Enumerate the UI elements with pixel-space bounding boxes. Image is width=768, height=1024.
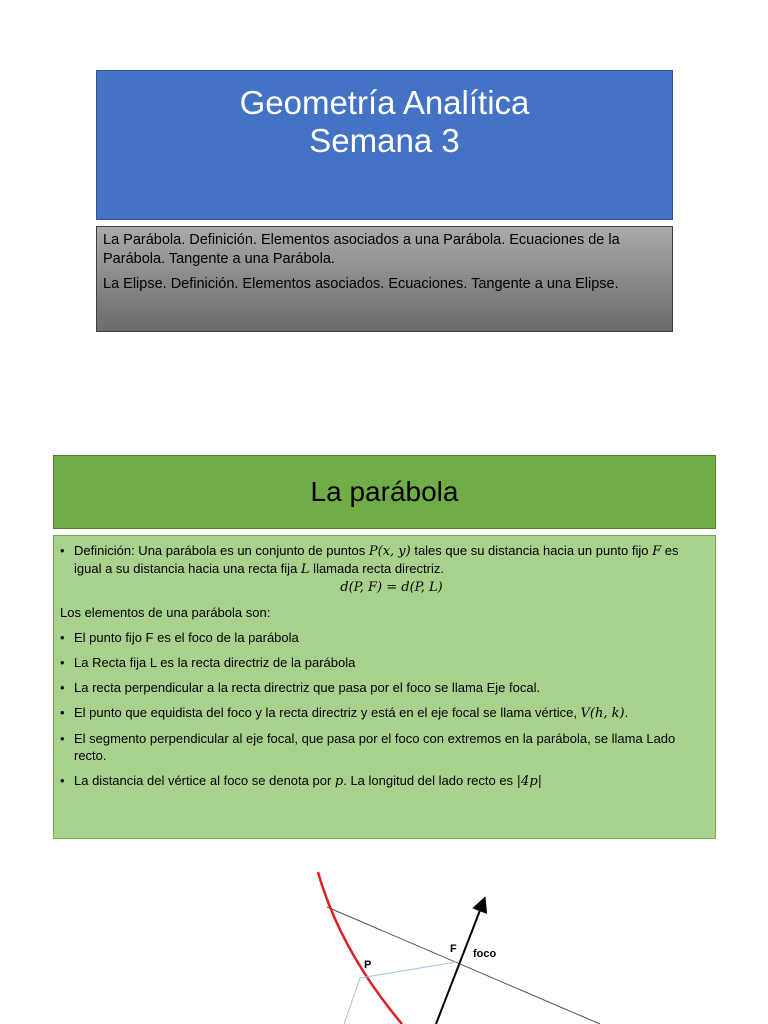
- point-to-focus-segment: [360, 962, 456, 978]
- definition-bullet: [60, 542, 709, 596]
- label-f: F: [450, 943, 457, 955]
- vertex-math: V(h, k): [580, 706, 625, 721]
- slide2-title: La parábola: [310, 476, 459, 507]
- def-text-3: es igual a su distancia hacia una recta fija: [74, 543, 679, 576]
- slide2-content-box: [53, 535, 716, 839]
- def-math-line: L: [300, 562, 310, 577]
- parabola-curve: [318, 872, 402, 1024]
- def-math-focus: F: [652, 544, 662, 559]
- bullet-distance: [60, 772, 709, 790]
- slide1-title-line2: Semana 3: [309, 122, 460, 159]
- point-to-directrix-segment: [344, 978, 360, 1024]
- definition-formula: d(P, F) = d(P, L): [340, 580, 443, 595]
- bullet-focal-axis: • La recta perpendicular a la recta directriz que pasa por el foco se llama Eje focal.: [60, 679, 709, 696]
- distance-math-p: p: [334, 774, 344, 789]
- def-math-point: P(x, y): [368, 544, 411, 559]
- slide1-description-box: [96, 226, 673, 332]
- slide1-desc-paragraph-1: La Parábola. Definición. Elementos asociados a una Parábola. Ecuaciones de la Parábola. Tangente a una Parábola.: [103, 232, 620, 267]
- slide2-title-box: [53, 455, 716, 529]
- distance-text-1: La distancia del vértice al foco se denota por: [74, 773, 335, 788]
- distance-text-2: . La longitud del lado recto es: [343, 773, 517, 788]
- vertex-end: .: [624, 705, 629, 720]
- label-foco: foco: [473, 948, 497, 960]
- slide1-desc-paragraph-2: La Elipse. Definición. Elementos asociados. Ecuaciones. Tangente a una Elipse.: [103, 276, 619, 292]
- def-text-2: tales que su distancia hacia un punto fijo: [410, 543, 653, 558]
- def-text-1: Definición: Una parábola es un conjunto de puntos: [74, 543, 369, 558]
- bullet-focus: • El punto fijo F es el foco de la parábola: [60, 629, 709, 646]
- slide1-title-box: [96, 70, 673, 220]
- slide1-title-line1: Geometría Analítica: [239, 84, 530, 121]
- def-text-4: llamada recta directriz.: [309, 561, 444, 576]
- vertex-text: El punto que equidista del foco y la recta directriz y está en el eje focal se llama vértice,: [74, 705, 581, 720]
- bullet-vertex: [60, 704, 709, 722]
- bullet-latus-rectum: • El segmento perpendicular al eje focal, que pasa por el foco con extremos en la parábola, se llama Lado recto.: [60, 730, 709, 764]
- parabola-diagram: [0, 840, 768, 1024]
- elements-intro: Los elementos de una parábola son:: [60, 605, 271, 620]
- distance-math-latus: |4p|: [516, 774, 543, 789]
- bullet-directrix: • La Recta fija L es la recta directriz de la parábola: [60, 654, 709, 671]
- focal-axis-arrow: [436, 900, 484, 1024]
- label-p: P: [364, 959, 372, 971]
